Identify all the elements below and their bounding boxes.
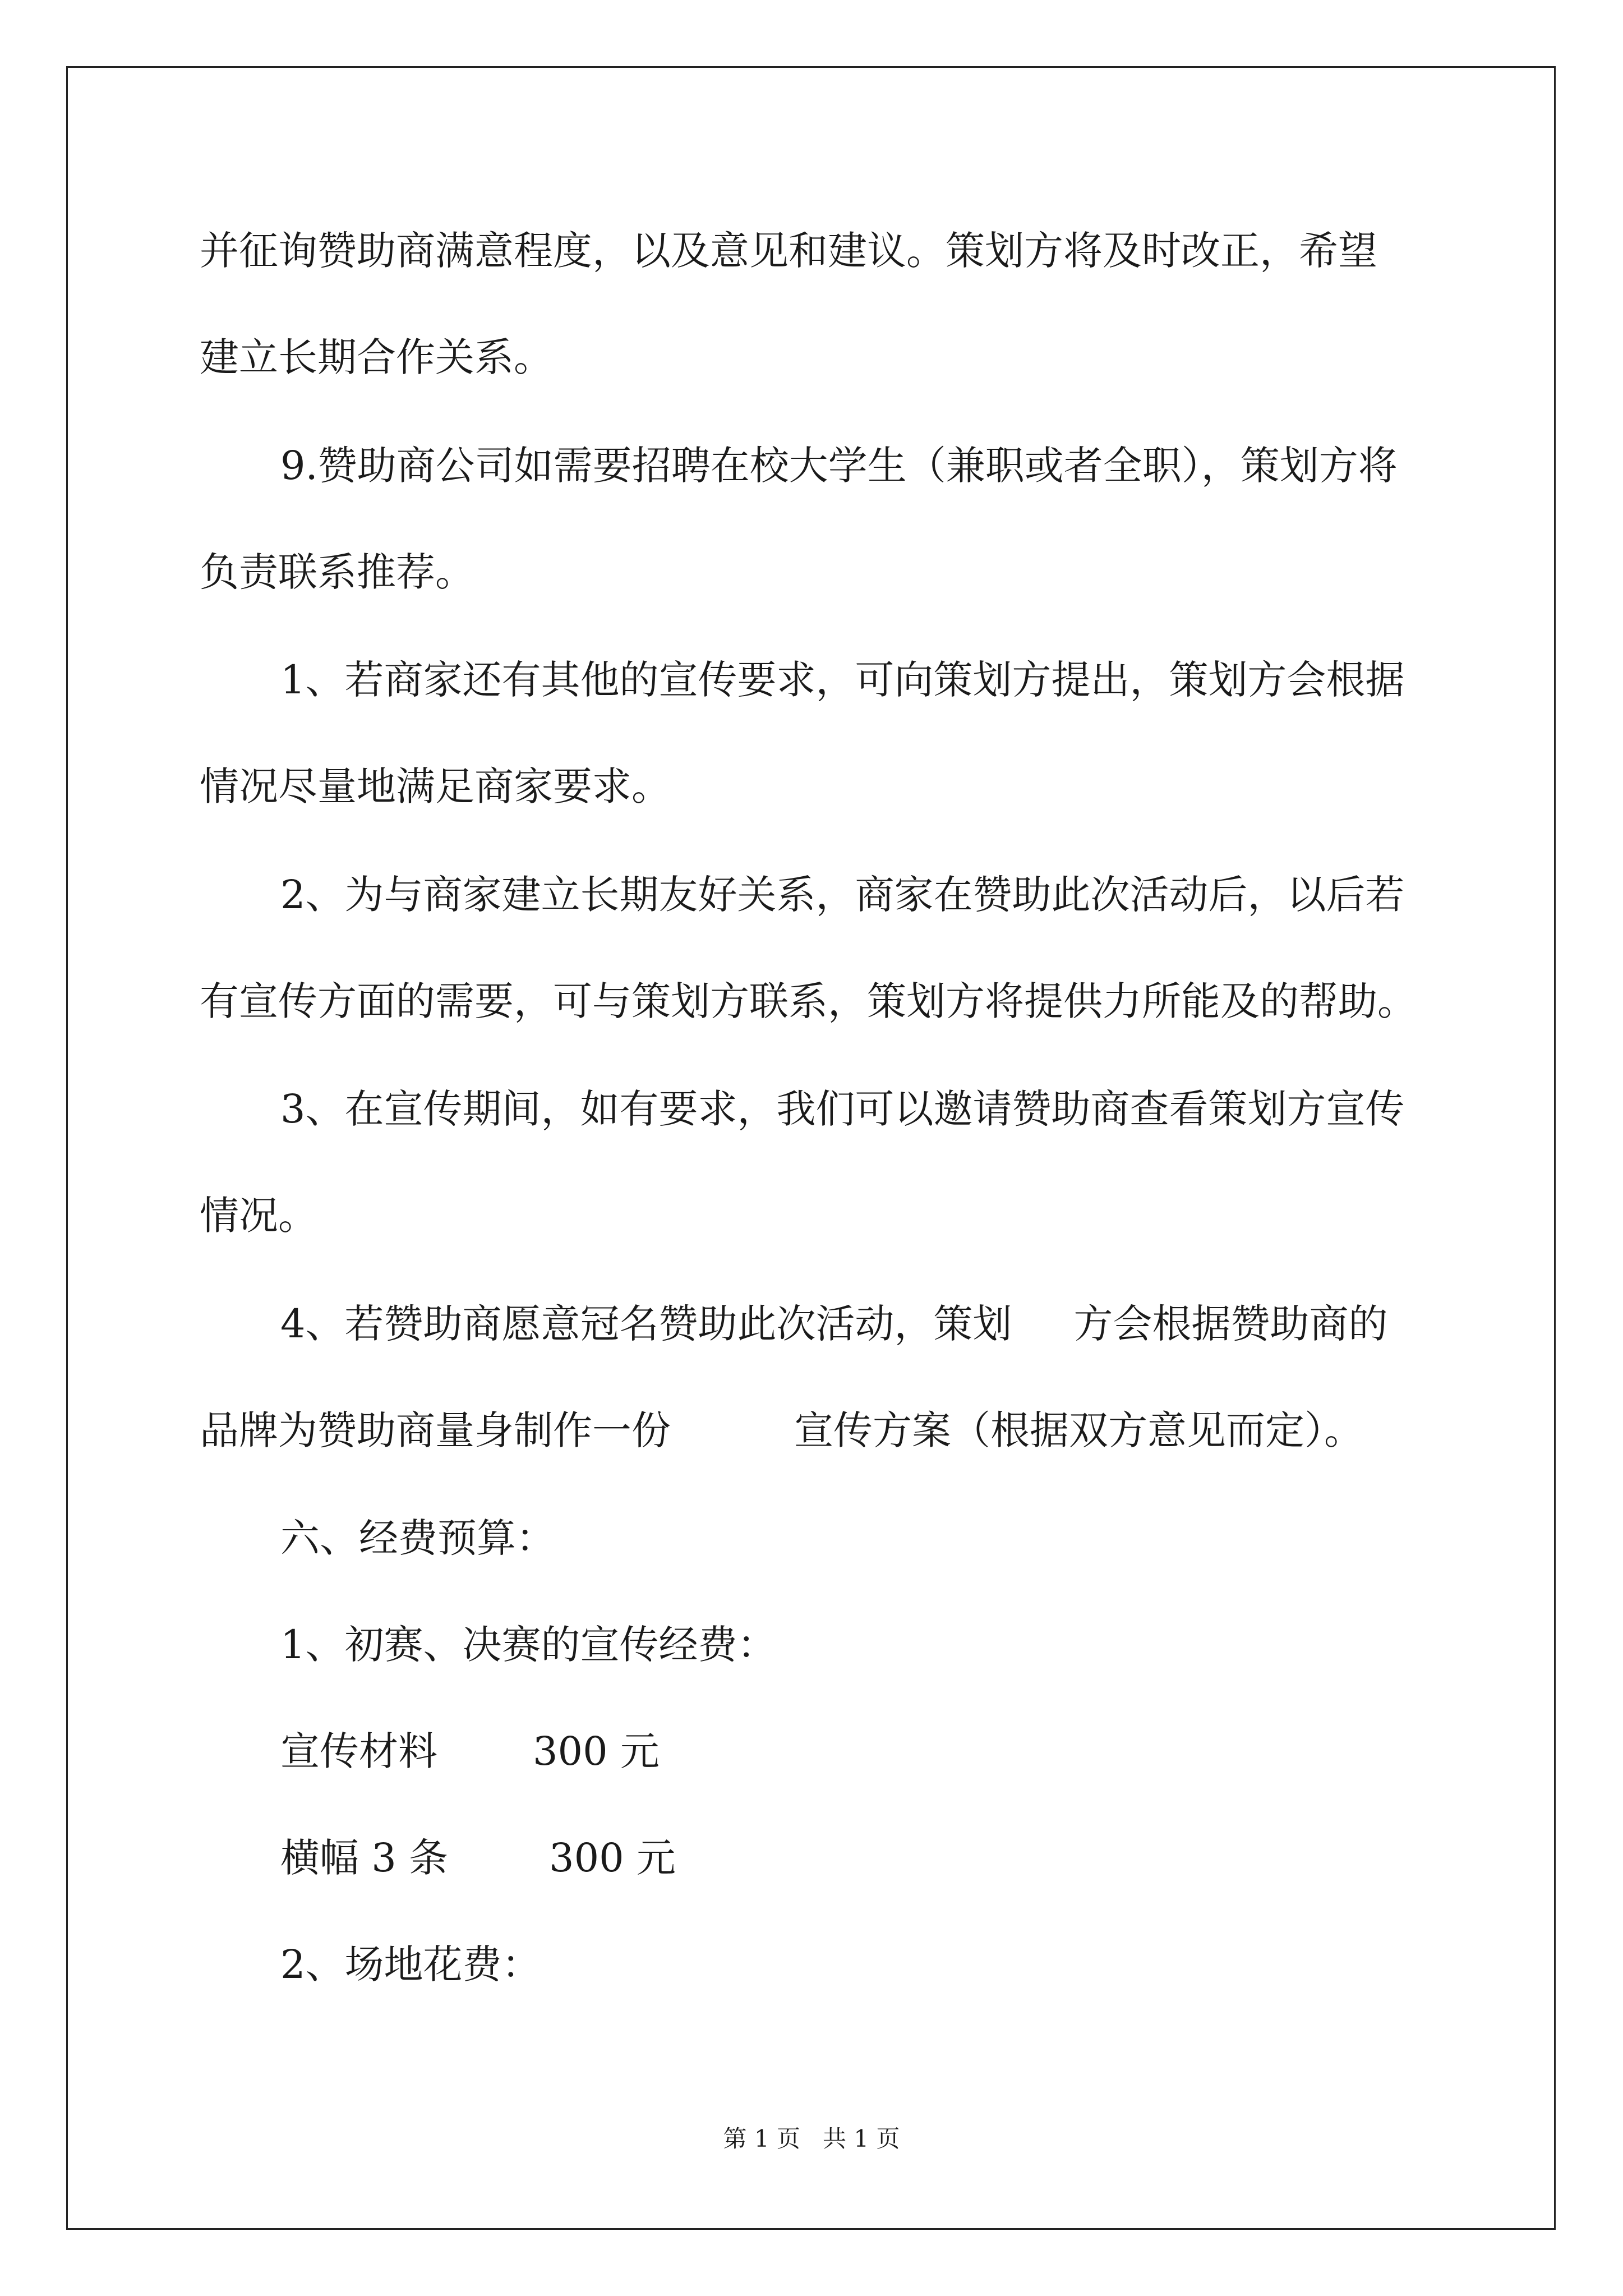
budget-row xyxy=(280,1728,1514,1774)
section-heading: 六、经费预算： xyxy=(280,1515,555,1561)
paragraph-line: 并征询赞助商满意程度，以及意见和建议。策划方将及时改正，希望 xyxy=(200,228,1377,274)
budget-value: 300 元 xyxy=(549,1835,676,1881)
paragraph-line: 负责联系推荐。 xyxy=(200,549,474,595)
budget-label: 宣传材料 xyxy=(280,1728,437,1774)
paragraph-line: 1、若商家还有其他的宣传要求，可向策划方提出，策划方会根据 xyxy=(280,657,1405,703)
list-item-title: 1、初赛、决赛的宣传经费： xyxy=(280,1622,777,1668)
paragraph-line: 3、在宣传期间，如有要求，我们可以邀请赞助商查看策划方宣传 xyxy=(280,1086,1405,1132)
paragraph-segment: 方会根据赞助商的 xyxy=(1073,1301,1388,1347)
budget-row xyxy=(280,1835,1514,1881)
paragraph-line: 情况。 xyxy=(200,1193,317,1239)
paragraph-segment: 宣传方案（根据双方意见而定）。 xyxy=(794,1407,1363,1453)
paragraph-line xyxy=(280,1301,1514,1347)
paragraph-line: 9.赞助商公司如需要招聘在校大学生（兼职或者全职），策划方将 xyxy=(280,443,1398,489)
paragraph-line: 2、为与商家建立长期友好关系，商家在赞助此次活动后，以后若 xyxy=(280,872,1405,918)
page-border xyxy=(66,66,1556,2230)
paragraph-segment: 品牌为赞助商量身制作一份 xyxy=(200,1407,671,1453)
list-item-title: 2、场地花费： xyxy=(280,1941,541,1987)
budget-value: 300 元 xyxy=(533,1728,660,1774)
paragraph-segment: 4、若赞助商愿意冠名赞助此次活动，策划 xyxy=(280,1301,1012,1347)
paragraph-line xyxy=(200,1407,1433,1453)
budget-label: 横幅 3 条 xyxy=(280,1835,449,1881)
paragraph-line: 有宣传方面的需要，可与策划方联系，策划方将提供力所能及的帮助。 xyxy=(200,978,1417,1024)
page-footer: 第 1 页 共 1 页 xyxy=(723,2125,900,2152)
paragraph-line: 情况尽量地满足商家要求。 xyxy=(200,763,671,809)
paragraph-line: 建立长期合作关系。 xyxy=(200,334,553,380)
